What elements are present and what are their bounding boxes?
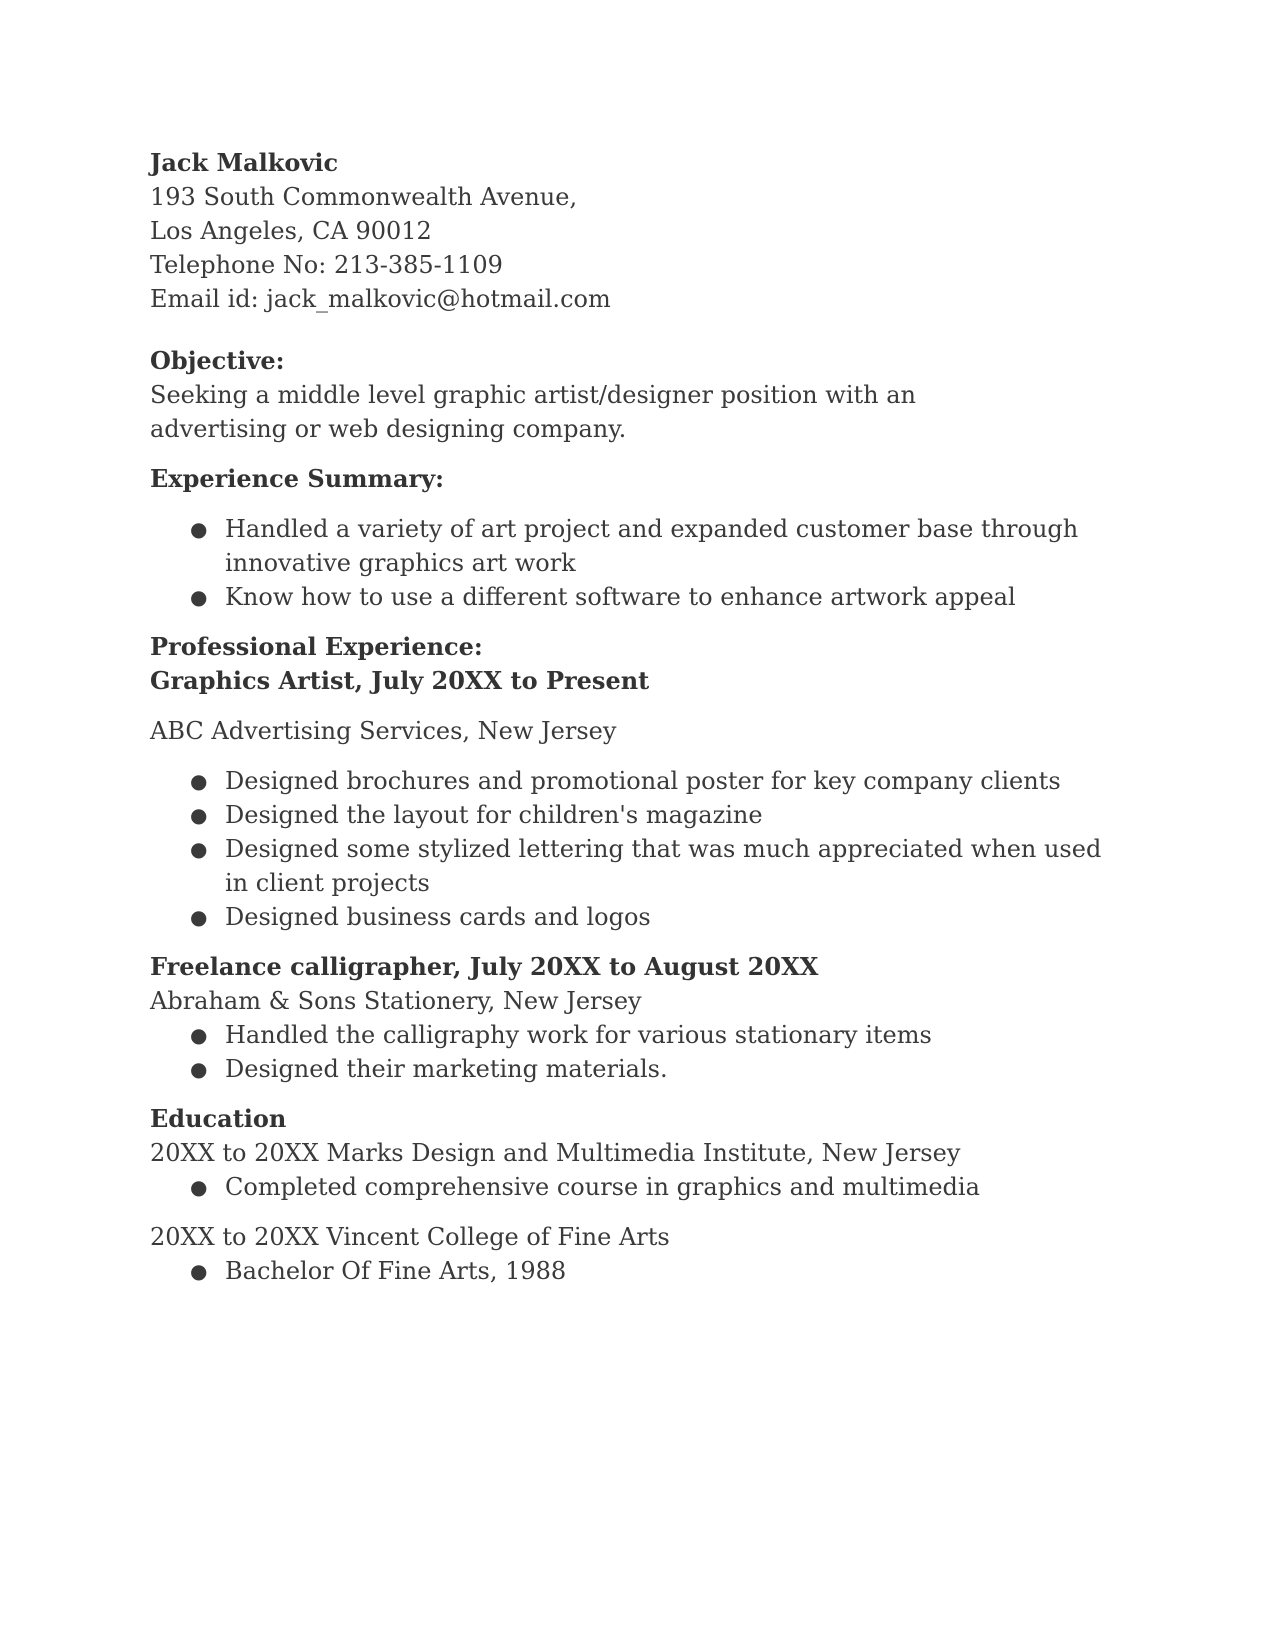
- list-item: ● Completed comprehensive course in graphics and multimedia: [150, 1170, 1130, 1204]
- experience-summary-list: [150, 512, 1130, 614]
- education-bullets: [150, 1170, 1130, 1204]
- bullet-icon: ●: [190, 1057, 208, 1081]
- bullet-icon: ●: [190, 905, 208, 929]
- list-item: ● Handled the calligraphy work for various stationary items: [150, 1018, 1130, 1052]
- address-line-2: Los Angeles, CA 90012: [150, 217, 432, 245]
- bullet-icon: ●: [190, 837, 208, 861]
- address-line-1: 193 South Commonwealth Avenue,: [150, 183, 578, 211]
- list-item: ● Designed the layout for children's magazine: [150, 798, 1130, 832]
- experience-summary-heading: Experience Summary:: [150, 464, 444, 493]
- bullet-icon: ●: [190, 585, 208, 609]
- education-bullets: [150, 1254, 1130, 1288]
- job-bullets: [150, 1018, 1130, 1086]
- resume-page: [150, 146, 1130, 1288]
- list-item: ● Designed their marketing materials.: [150, 1052, 1130, 1086]
- professional-experience-heading: Professional Experience:: [150, 632, 483, 661]
- candidate-name: Jack Malkovic: [150, 148, 339, 177]
- job-company: Abraham & Sons Stationery, New Jersey: [150, 987, 642, 1015]
- bullet-icon: ●: [190, 803, 208, 827]
- objective-text: Seeking a middle level graphic artist/designer position with an advertising or web designing company.: [150, 381, 916, 443]
- job-company: ABC Advertising Services, New Jersey: [150, 717, 617, 745]
- bullet-icon: ●: [190, 517, 208, 541]
- education-heading: Education: [150, 1104, 287, 1133]
- bullet-icon: ●: [190, 1023, 208, 1047]
- list-item: ● Designed business cards and logos: [150, 900, 1130, 934]
- list-item: ● Designed brochures and promotional poster for key company clients: [150, 764, 1130, 798]
- bullet-icon: ●: [190, 1175, 208, 1199]
- job-bullets: [150, 764, 1130, 934]
- job-title: Freelance calligrapher, July 20XX to August 20XX: [150, 952, 819, 981]
- email: Email id: jack_malkovic@hotmail.com: [150, 285, 611, 313]
- list-item: ● Handled a variety of art project and expanded customer base through innovative graphics art work: [150, 512, 1130, 580]
- list-item: ● Know how to use a different software to enhance artwork appeal: [150, 580, 1130, 614]
- objective-heading: Objective:: [150, 346, 285, 375]
- bullet-icon: ●: [190, 769, 208, 793]
- education-entry: 20XX to 20XX Marks Design and Multimedia Institute, New Jersey: [150, 1139, 961, 1167]
- education-entry: 20XX to 20XX Vincent College of Fine Arts: [150, 1223, 670, 1251]
- job-title: Graphics Artist, July 20XX to Present: [150, 666, 650, 695]
- bullet-icon: ●: [190, 1259, 208, 1283]
- list-item: ● Designed some stylized lettering that was much appreciated when used in client projects: [150, 832, 1130, 900]
- list-item: ● Bachelor Of Fine Arts, 1988: [150, 1254, 1130, 1288]
- telephone: Telephone No: 213-385-1109: [150, 251, 503, 279]
